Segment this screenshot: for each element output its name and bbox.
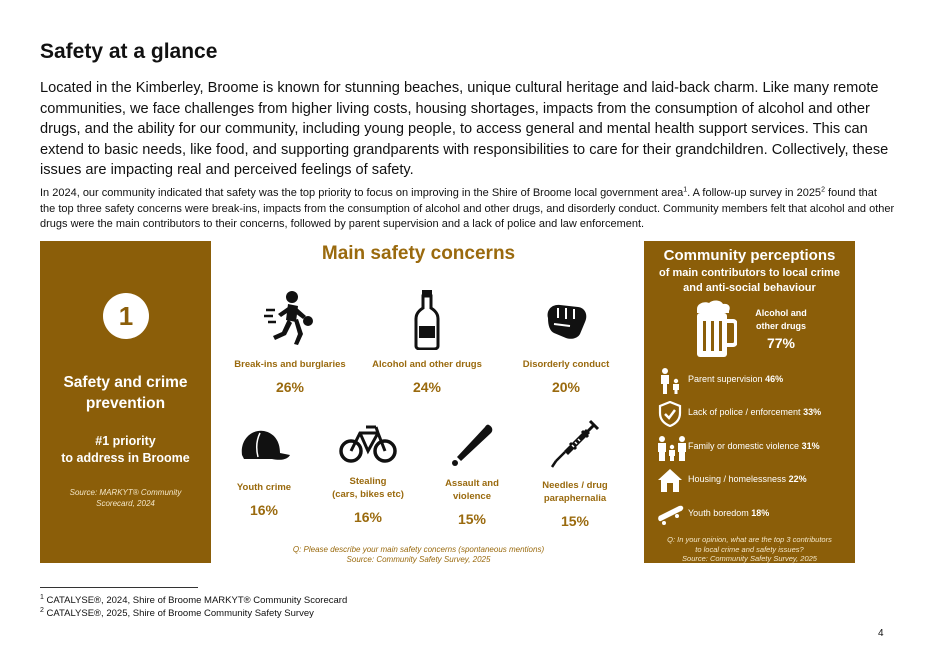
bicycle-icon — [338, 419, 398, 465]
concern-needles: Needles / drug paraphernalia 15% — [522, 419, 628, 529]
family-icon — [657, 435, 687, 461]
concern-assault: Assault and violence 15% — [432, 421, 512, 527]
page-title: Safety at a glance — [40, 40, 218, 63]
priority-source: Source: MARKYT® Community Scorecard, 2024 — [69, 488, 182, 508]
concern-disorderly-conduct: Disorderly conduct 20% — [502, 288, 630, 395]
skateboard-icon — [657, 502, 685, 526]
concern-youth-crime: Youth crime 16% — [226, 425, 302, 518]
fist-icon — [536, 288, 596, 350]
intro-paragraph: Located in the Kimberley, Broome is known for stunning beaches, unique cultural heritage and laid-back charm. Like many remote communities, we face challenges from higher living costs, housing shortages, impacts from the consumption of alcohol and other drugs, and the ability for our community, including young people, to access general and mental health support services. This can extend to basic needs, like food, and supporting grandparents with responsibilities to care for their grandchildren. Collectively, these issues are impacting real and perceived feelings of safety. — [40, 80, 889, 178]
community-perceptions-panel — [644, 241, 855, 563]
perceptions-title: Community perceptions — [663, 247, 836, 264]
beer-mug-icon — [693, 299, 737, 359]
footnote-divider — [40, 587, 198, 588]
main-concerns-title: Main safety concerns — [321, 243, 516, 264]
bat-icon — [447, 421, 497, 469]
concern-break-ins: Break-ins and burglaries 26% — [226, 288, 354, 395]
perceptions-subtitle: of main contributors to local crime and anti-social behaviour — [659, 267, 840, 294]
contributor-housing: Housing / homelessness 22% — [654, 468, 854, 492]
priority-subtitle: #1 priority to address in Broome — [61, 434, 190, 465]
shield-check-icon — [657, 401, 683, 427]
contributor-parent-supervision: Parent supervision 46% — [654, 368, 854, 392]
page-number: 4 — [878, 628, 884, 639]
needles-label: Needles / drug paraphernalia — [542, 480, 608, 504]
priority-number-badge: 1 — [103, 293, 149, 339]
contributor-family-violence: Family or domestic violence 31% — [654, 435, 854, 459]
concerns-source: Q: Please describe your main safety concerns (spontaneous mentions) Source: Community Safety Survey, 2025 — [292, 545, 545, 564]
concern-alcohol-drugs: Alcohol and other drugs 24% — [362, 288, 492, 395]
stealing-label: Stealing (cars, bikes etc) — [332, 476, 404, 500]
contributor-youth-boredom: Youth boredom 18% — [654, 502, 854, 526]
footnote-1: $^1$ CATALYSE®, 2024, Shire of Broome MARKYT® Community Scorecard — [40, 593, 348, 606]
contributor-lack-of-police: Lack of police / enforcement 33% — [654, 401, 854, 425]
top-contributor-pct: 77% — [766, 335, 796, 351]
priority-panel — [40, 241, 211, 563]
bottle-icon — [397, 288, 457, 350]
footnote-2: $^2$ CATALYSE®, 2025, Shire of Broome Community Safety Survey — [40, 606, 314, 619]
survey-paragraph: In 2024, our community indicated that safety was the top priority to focus on improving in the Shire of Broome local government area$^1$. A follow-up survey in 2025$^2$ found that the top three safety concerns were break-ins, impacts from the consumption of alcohol and other drugs, and disorderly conduct. Community members felt that alcohol and other drugs were the main contributors to their concerns, followed by parent supervision and a lack of police and law enforcement. — [40, 186, 895, 230]
cap-icon — [236, 425, 292, 465]
concern-stealing: Stealing (cars, bikes etc) 16% — [314, 419, 422, 525]
syringe-icon — [550, 419, 600, 469]
assault-label: Assault and violence — [445, 478, 499, 502]
house-icon — [657, 468, 683, 494]
perceptions-source: Q: In your opinion, what are the top 3 contributors to local crime and safety issues? Source: Community Safety Survey, 2025 — [667, 535, 832, 563]
priority-title: Safety and crime prevention — [63, 374, 188, 412]
burglar-icon — [260, 288, 320, 350]
top-contributor-label: Alcohol and other drugs — [755, 308, 807, 331]
parent-child-icon — [657, 368, 683, 394]
